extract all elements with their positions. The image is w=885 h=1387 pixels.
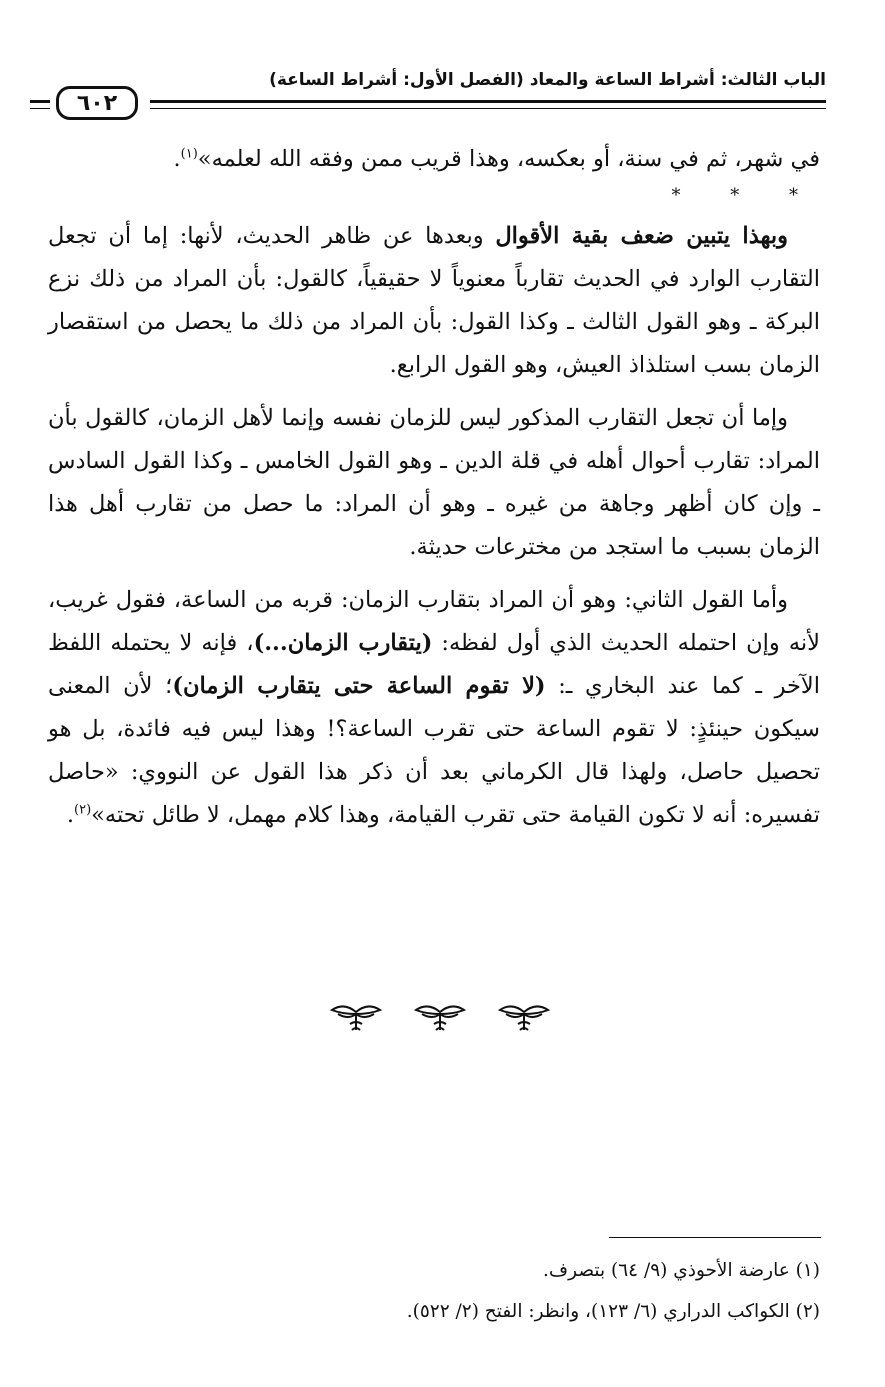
footnote-1: (١) عارضة الأحوذي (٩/ ٦٤) بتصرف. <box>543 1260 820 1281</box>
paragraph-4-text-d: ؛ لأن المعنى سيكون حينئذٍ: لا تقوم الساعة حتى تقرب الساعة؟! وهذا ليس فيه فائدة، بل هو تحصيل حاصل، ولهذا قال الكرماني بعد أن ذكر هذا القول عن النووي: «حاصل تفسيره: أنه لا تكون القيامة حتى تقرب القيامة، وهذا كلام مهمل، لا طائل تحته» <box>48 673 820 828</box>
paragraph-2 <box>48 215 820 387</box>
footnote-ref-2[interactable]: (٢) <box>74 802 92 818</box>
header-rule-thick <box>150 100 826 103</box>
page-header <box>30 58 826 128</box>
header-rule-left-thick <box>30 100 50 103</box>
paragraph-1 <box>48 138 820 181</box>
floral-ornament-icon <box>330 1000 382 1034</box>
hadith-quote-2: (لا تقوم الساعة حتى يتقارب الزمان) <box>172 673 546 699</box>
paragraph-1-text: في شهر، ثم في سنة، أو بعكسه، وهذا قريب ممن وفقه الله لعلمه» <box>197 146 820 172</box>
header-rule-thin <box>150 108 826 109</box>
paragraph-3 <box>48 397 820 569</box>
floral-ornament-icon <box>414 1000 466 1034</box>
paragraph-2-text: وبعدها عن ظاهر الحديث، لأنها: إما أن تجعل التقارب الوارد في الحديث تقارباً معنوياً لا حقيقياً، كالقول: بأن المراد من ذلك نزع البركة ـ وهو القول الثالث ـ وكذا القول: بأن المراد من ذلك ما يحصل من استقصار الزمان بسب استلذاذ العيش، وهو القول الرابع. <box>48 223 820 378</box>
main-text <box>48 138 820 847</box>
paragraph-4-text-c: ، فإنه لا يحتمله اللفظ الآخر ـ كما عند البخاري ـ: <box>48 630 820 699</box>
footnote-ref-1[interactable]: (١) <box>180 146 198 162</box>
ornament-divider <box>330 1000 550 1040</box>
floral-ornament-icon <box>498 1000 550 1034</box>
hadith-quote-1: (يتقارب الزمان...) <box>253 630 433 656</box>
footnotes <box>48 1250 820 1332</box>
paragraph-4 <box>48 579 820 837</box>
page-number-badge <box>56 86 138 120</box>
header-rule-left-thin <box>30 108 50 109</box>
footnote-2: (٢) الكواكب الدراري (٦/ ١٢٣)، وانظر: الفتح (٢/ ٥٢٢). <box>406 1301 820 1322</box>
chapter-title: الباب الثالث: أشراط الساعة والمعاد (الفصل الأول: أشراط الساعة) <box>269 70 826 90</box>
paragraph-4-text-a: وأما القول الثاني: وهو أن المراد بتقارب الزمان: قربه من الساعة، فقول غريب، لأنه وإن احتمله الحديث الذي أول لفظه: <box>48 587 820 656</box>
paragraph-2-bold: وبهذا يتبين ضعف بقية الأقوال <box>495 223 788 249</box>
paragraph-1-end: . <box>173 146 181 172</box>
paragraph-3-text: وإما أن تجعل التقارب المذكور ليس للزمان نفسه وإنما لأهل الزمان، كالقول بأن المراد: تقارب أحوال أهله في قلة الدين ـ وهو القول الخامس ـ وكذا القول السادس ـ وإن كان أظهر وجاهة من غيره ـ وهو أن المراد: ما حصل من تقارب أهل هذا الزمان بسبب ما استجد من مخترعات حديثة. <box>48 405 820 560</box>
page-number: ٦٠٢ <box>76 90 118 116</box>
footnote-separator <box>609 1237 821 1238</box>
section-separator: * * * <box>671 185 820 206</box>
paragraph-4-end: . <box>66 802 74 828</box>
